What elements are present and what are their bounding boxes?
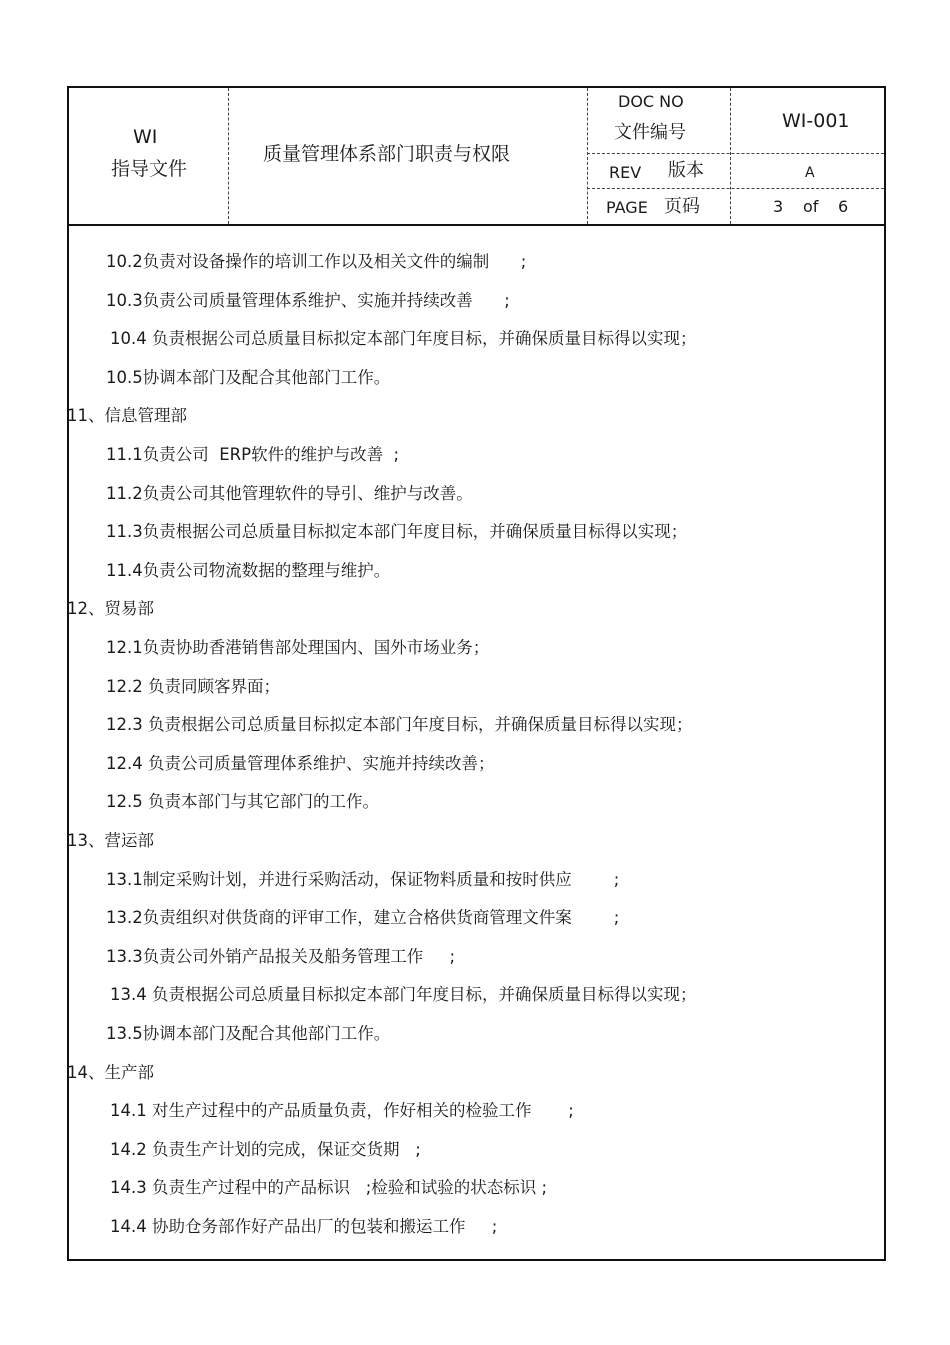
page-current: 3 — [773, 197, 784, 216]
page-cn-label: 页码 — [664, 196, 700, 217]
list-item: 11.2负责公司其他管理软件的导引、维护与改善。 — [106, 484, 473, 503]
list-item: 10.5协调本部门及配合其他部门工作。 — [106, 368, 391, 387]
list-item: 10.2负责对设备操作的培训工作以及相关文件的编制 ; — [106, 252, 527, 271]
page-label: PAGE — [606, 198, 648, 217]
list-item: 10.4 负责根据公司总质量目标拟定本部门年度目标，并确保质量目标得以实现； — [110, 329, 697, 348]
section-heading: 11、信息管理部 — [67, 406, 187, 425]
list-item: 12.4 负责公司质量管理体系维护、实施并持续改善； — [106, 754, 495, 773]
list-item: 12.2 负责同顾客界面； — [106, 677, 280, 696]
list-item: 14.4 协助仓务部作好产品出厂的包装和搬运工作 ; — [110, 1217, 498, 1236]
section-heading: 13、营运部 — [67, 831, 154, 850]
wi-label: WI — [133, 126, 158, 148]
rev-value: A — [805, 165, 815, 181]
list-item: 13.4 负责根据公司总质量目标拟定本部门年度目标，并确保质量目标得以实现； — [110, 985, 697, 1004]
section-heading: 12、贸易部 — [67, 599, 154, 618]
header-divider — [587, 88, 588, 224]
page-of: of — [803, 197, 819, 216]
rev-label: REV — [609, 163, 642, 182]
list-item: 14.2 负责生产计划的完成，保证交货期 ; — [110, 1140, 421, 1159]
header-divider — [730, 88, 731, 224]
list-item: 14.1 对生产过程中的产品质量负责，作好相关的检验工作 ; — [110, 1101, 574, 1120]
list-item: 12.5 负责本部门与其它部门的工作。 — [106, 792, 379, 811]
list-item: 13.3负责公司外销产品报关及船务管理工作 ; — [106, 947, 456, 966]
page-title: 质量管理体系部门职责与权限 — [263, 143, 511, 165]
list-item: 11.4负责公司物流数据的整理与维护。 — [106, 561, 391, 580]
list-item: 11.3负责根据公司总质量目标拟定本部门年度目标，并确保质量目标得以实现； — [106, 522, 688, 541]
guide-label: 指导文件 — [111, 158, 188, 180]
list-item: 12.3 负责根据公司总质量目标拟定本部门年度目标，并确保质量目标得以实现； — [106, 715, 693, 734]
header-divider — [228, 88, 229, 224]
list-item: 12.1负责协助香港销售部处理国内、国外市场业务； — [106, 638, 490, 657]
doc-no-value: WI-001 — [782, 110, 850, 132]
rev-cn-label: 版本 — [668, 160, 704, 181]
list-item: 13.2负责组织对供货商的评审工作，建立合格供货商管理文件案 ; — [106, 908, 620, 927]
doc-no-label: DOC NO — [618, 92, 684, 111]
list-item: 14.3 负责生产过程中的产品标识 ;检验和试验的状态标识 ; — [110, 1178, 548, 1197]
section-heading: 14、生产部 — [67, 1063, 154, 1082]
header-row-divider — [587, 188, 884, 189]
list-item: 10.3负责公司质量管理体系维护、实施并持续改善 ; — [106, 291, 510, 310]
list-item: 13.1制定采购计划，并进行采购活动，保证物料质量和按时供应 ; — [106, 870, 620, 889]
document-header — [69, 88, 884, 226]
doc-no-cn-label: 文件编号 — [614, 122, 686, 143]
page-total: 6 — [838, 197, 849, 216]
list-item: 13.5协调本部门及配合其他部门工作。 — [106, 1024, 391, 1043]
header-row-divider — [587, 153, 884, 154]
list-item: 11.1负责公司 ERP软件的维护与改善 ; — [106, 445, 400, 464]
